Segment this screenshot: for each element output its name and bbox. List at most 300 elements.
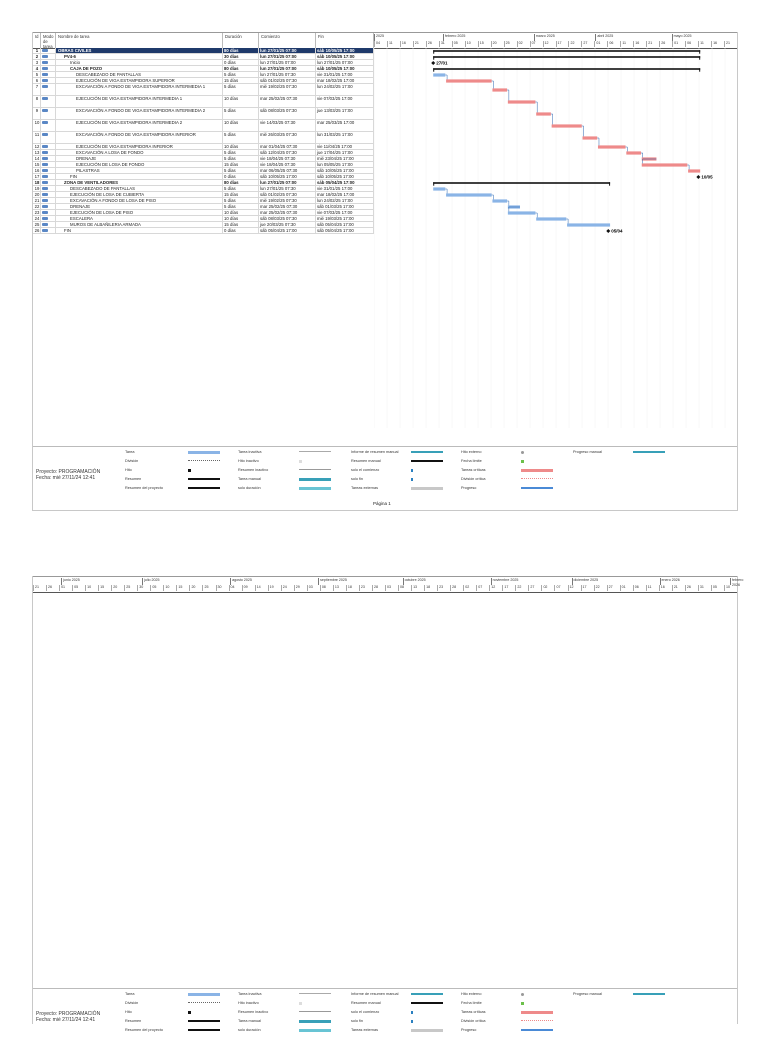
task-id: 3	[33, 60, 41, 66]
dependency-link	[492, 195, 494, 199]
timescale-month: diciembre 2025	[572, 578, 599, 585]
timescale-day: 16	[711, 41, 724, 47]
timescale-2	[33, 577, 744, 592]
task-finish: lun 27/01/25 07:00	[316, 60, 374, 66]
timescale-day: 23	[359, 585, 372, 591]
task-duration: 5 días	[223, 204, 259, 210]
legend-swatch	[188, 469, 191, 472]
dependency-link	[687, 165, 689, 169]
task-bar[interactable]	[446, 193, 492, 196]
timescale-day: 18	[346, 585, 359, 591]
legend-swatch	[411, 1020, 413, 1023]
task-id: 11	[33, 132, 41, 144]
task-bar[interactable]	[492, 88, 507, 91]
timescale-day: 26	[46, 585, 59, 591]
task-id: 26	[34, 228, 40, 233]
task-bar[interactable]	[626, 151, 641, 154]
project-date: Fecha: mié 27/11/24 12:41	[36, 475, 96, 481]
task-start: mié 19/02/25 07:30	[259, 198, 316, 204]
task-mode	[41, 96, 56, 108]
task-id: 2	[33, 54, 41, 60]
timescale-day: 25	[504, 41, 517, 47]
legend-label: División	[125, 459, 139, 463]
summary-bar[interactable]	[433, 50, 700, 52]
col-name-header[interactable]: Nombre de tarea	[56, 33, 223, 48]
legend-label: Tarea	[125, 450, 135, 454]
timescale-day: 15	[478, 41, 491, 47]
legend-label: solo fin	[351, 1019, 364, 1023]
timescale-day: 27	[581, 41, 594, 47]
task-finish: lun 05/05/25 17:00	[316, 162, 374, 168]
timescale-day: 09	[242, 585, 255, 591]
task-name: DESCABEZADO DE PANTALLAS	[56, 72, 223, 78]
task-finish: sáb 05/04/25 17:00	[316, 222, 374, 228]
auto-schedule-icon	[42, 55, 48, 58]
task-row[interactable]	[33, 84, 374, 96]
legend-swatch	[521, 487, 553, 489]
task-duration: 10 días	[223, 216, 259, 222]
timescale-day: 25	[124, 585, 137, 591]
dependency-link	[626, 147, 628, 151]
timescale-day: 05	[72, 585, 85, 591]
task-mode	[41, 108, 56, 120]
legend-swatch	[521, 1029, 553, 1031]
task-finish: vie 31/01/25 17:00	[316, 186, 374, 192]
task-finish: sáb 05/04/25 17:00	[316, 180, 374, 186]
timescale-day: 26	[685, 585, 698, 591]
legend-label: Tarea manual	[238, 1019, 262, 1023]
legend-swatch	[299, 993, 331, 997]
timescale-day: 28	[450, 585, 463, 591]
task-finish: mar 18/02/25 17:00	[316, 78, 374, 84]
task-start: sáb 12/04/25 07:30	[259, 150, 316, 156]
timescale-day: 22	[594, 585, 607, 591]
summary-bar[interactable]	[433, 56, 700, 58]
task-name: EJECUCIÓN DE LOSA DE CUBIERTA	[56, 192, 223, 198]
auto-schedule-icon	[42, 205, 48, 208]
timescale-day: 04	[229, 585, 242, 591]
legend-label: Tarea manual	[238, 477, 262, 481]
auto-schedule-icon	[42, 109, 48, 112]
timescale-day: 08	[398, 585, 411, 591]
task-duration: 5 días	[223, 108, 259, 120]
legend-label: Resumen manual	[351, 1001, 381, 1005]
legend-2	[33, 988, 737, 1051]
legend-swatch	[633, 993, 665, 995]
task-duration: 10 días	[223, 210, 259, 216]
auto-schedule-icon	[42, 223, 48, 226]
timescale-day: 21	[413, 41, 426, 47]
col-id-header[interactable]: Id	[33, 33, 41, 48]
project-name: Proyecto: PROGRAMACIÓN	[36, 469, 101, 475]
timescale-day: 03	[385, 585, 398, 591]
timescale-day: 28	[372, 585, 385, 591]
summary-cap[interactable]	[699, 68, 700, 72]
task-bar[interactable]	[536, 217, 566, 220]
task-duration: 15 días	[223, 192, 259, 198]
timescale-1	[374, 33, 737, 48]
legend-label: solo duración	[238, 486, 261, 490]
task-bar[interactable]	[583, 136, 598, 139]
task-id: 22	[34, 204, 40, 209]
gantt-chart	[374, 48, 737, 428]
task-start: mié 19/02/25 07:30	[259, 84, 316, 96]
timescale-day: 25	[202, 585, 215, 591]
milestone-marker[interactable]	[606, 229, 610, 233]
timescale-day: 04	[374, 41, 387, 47]
timescale-day: 10	[724, 585, 737, 591]
timescale-day: 27	[607, 585, 620, 591]
task-id: 8	[33, 96, 41, 108]
timescale-day: 26	[659, 41, 672, 47]
legend-swatch	[411, 1002, 443, 1004]
auto-schedule-icon	[42, 61, 48, 64]
milestone-marker[interactable]	[696, 175, 700, 179]
milestone-label: 05/04	[611, 228, 623, 234]
timescale-day: 13	[333, 585, 346, 591]
legend-label: Hito externo	[461, 992, 482, 996]
legend-swatch	[521, 1011, 553, 1014]
task-start: lun 27/01/25 07:30	[259, 186, 316, 192]
task-bar[interactable]	[433, 73, 445, 76]
task-name: EJECUCIÓN DE LOSA DE PISO	[56, 210, 223, 216]
task-bar[interactable]	[552, 124, 582, 127]
task-id: 23	[34, 210, 40, 215]
legend-label: Informe de resumen manual	[351, 450, 399, 454]
legend-swatch	[299, 478, 331, 481]
legend-label: solo duración	[238, 1028, 261, 1032]
task-row[interactable]	[33, 132, 374, 144]
task-finish: vie 31/01/25 17:00	[316, 72, 374, 78]
legend-label: solo el comienzo	[351, 468, 380, 472]
legend-label: Tarea	[125, 992, 135, 996]
auto-schedule-icon	[42, 211, 48, 214]
task-start: sáb 05/04/25 17:00	[259, 228, 316, 234]
task-finish: lun 24/02/25 17:00	[316, 198, 374, 204]
timescale-day: 21	[646, 41, 659, 47]
task-finish: sáb 10/05/25 17:00	[316, 48, 374, 54]
auto-schedule-icon	[42, 73, 48, 76]
legend-swatch	[521, 451, 524, 454]
col-finish-header[interactable]: Fin	[316, 33, 374, 48]
legend-swatch	[188, 1029, 220, 1031]
auto-schedule-icon	[42, 133, 48, 136]
timescale-day: 05	[452, 41, 465, 47]
task-duration: 15 días	[223, 162, 259, 168]
task-mode	[41, 228, 56, 234]
task-duration: 30 días	[223, 54, 259, 60]
timescale-month: febrero 2025	[443, 34, 465, 41]
timescale-day: 29	[294, 585, 307, 591]
timescale-day: 01	[59, 585, 72, 591]
timescale-day: 31	[439, 41, 452, 47]
task-id: 25	[34, 222, 40, 227]
timescale-day: 10	[465, 41, 478, 47]
timescale-day: 20	[189, 585, 202, 591]
timescale-day: 07	[476, 585, 489, 591]
gantt-page-1	[32, 32, 738, 511]
task-start: vie 14/03/25 07:30	[259, 120, 316, 132]
summary-cap[interactable]	[699, 56, 700, 60]
task-bar[interactable]	[508, 100, 536, 103]
timescale-day: 08	[320, 585, 333, 591]
task-name: EJECUCIÓN DE VIGA ESTAMPIDORA SUPERIOR	[56, 78, 223, 84]
legend-label: División crítica	[461, 477, 486, 481]
auto-schedule-icon	[42, 121, 48, 124]
task-id: 5	[33, 72, 41, 78]
project-name: Proyecto: PROGRAMACIÓN	[36, 1011, 101, 1017]
auto-schedule-icon	[42, 145, 48, 148]
task-id: 19	[34, 186, 40, 191]
legend-label: Hito	[125, 468, 132, 472]
milestone-label: 27/01	[436, 60, 448, 66]
legend-swatch	[521, 469, 553, 472]
task-row[interactable]	[33, 108, 374, 120]
task-id: 14	[34, 156, 40, 161]
task-start: mar 01/04/25 07:30	[259, 144, 316, 150]
legend-label: Tarea inactiva	[238, 450, 262, 454]
task-id: 13	[34, 150, 40, 155]
legend-swatch	[188, 1002, 220, 1003]
milestone-marker[interactable]	[431, 61, 435, 65]
task-name: ESCALERA	[56, 216, 223, 222]
timescale-day: 07	[554, 585, 567, 591]
timescale-day: 18	[424, 585, 437, 591]
task-finish: lun 24/02/25 17:00	[316, 84, 374, 96]
timescale-day: 03	[307, 585, 320, 591]
timescale-day: 21	[33, 585, 46, 591]
timescale-month: febrero 2026	[731, 578, 744, 587]
legend-label: Hito	[125, 1010, 132, 1014]
legend-label: Tareas externas	[351, 486, 379, 490]
task-name: FIN	[56, 228, 223, 234]
task-name: CAJA DE POZO	[56, 66, 223, 72]
task-id: 7	[33, 84, 41, 96]
task-row[interactable]	[33, 96, 374, 108]
auto-schedule-icon	[42, 193, 48, 196]
timescale-day: 17	[581, 585, 594, 591]
task-id: 9	[33, 108, 41, 120]
auto-schedule-icon	[42, 181, 48, 184]
timescale-month: junio 2025	[61, 578, 80, 585]
table-header	[33, 32, 737, 49]
task-mode	[41, 132, 56, 144]
legend-swatch	[411, 478, 413, 481]
timescale-day: 22	[568, 41, 581, 47]
task-start: sáb 08/03/25 07:30	[259, 108, 316, 120]
col-duration-header[interactable]: Duración	[223, 33, 259, 48]
timescale-day: 31	[698, 585, 711, 591]
timescale-day: 26	[426, 41, 439, 47]
task-id: 1	[33, 48, 41, 54]
legend-label: Fecha límite	[461, 459, 482, 463]
auto-schedule-icon	[42, 67, 48, 70]
dependency-link	[597, 138, 599, 145]
task-finish: sáb 05/04/25 17:00	[316, 228, 374, 234]
task-name: FIN	[56, 174, 223, 180]
task-duration: 5 días	[223, 156, 259, 162]
dependency-link	[445, 189, 447, 193]
legend-label: Resumen	[125, 477, 142, 481]
legend-swatch	[188, 451, 220, 454]
timescale-month: julio 2025	[142, 578, 159, 585]
task-duration: 5 días	[223, 150, 259, 156]
timescale-day: 01	[594, 41, 607, 47]
task-bar[interactable]	[433, 187, 445, 190]
task-bar[interactable]	[688, 169, 700, 172]
auto-schedule-icon	[42, 199, 48, 202]
task-row[interactable]	[33, 228, 374, 234]
summary-cap[interactable]	[433, 50, 434, 54]
task-id: 18	[34, 180, 40, 185]
task-finish: mié 19/03/25 17:00	[316, 216, 374, 222]
legend-label: Progreso manual	[573, 450, 602, 454]
task-duration: 10 días	[223, 96, 259, 108]
task-name: EXCAVACIÓN A FONDO DE VIGA ESTAMPIDORA INFERIOR	[56, 132, 223, 144]
task-name: OBRAS CIVILES	[56, 48, 223, 54]
timescale-day: 23	[437, 585, 450, 591]
task-name: DRENAJE	[56, 156, 223, 162]
summary-cap[interactable]	[433, 68, 434, 72]
timescale-day: 07	[530, 41, 543, 47]
timescale-day: 13	[411, 585, 424, 591]
task-duration: 5 días	[223, 198, 259, 204]
task-duration: 80 días	[223, 180, 259, 186]
task-bar[interactable]	[446, 79, 492, 82]
legend-swatch	[521, 993, 524, 996]
task-duration: 5 días	[223, 132, 259, 144]
task-start: lun 27/01/25 07:00	[259, 60, 316, 66]
task-id: 20	[34, 192, 40, 197]
legend-label: Tareas críticas	[461, 1010, 486, 1014]
task-duration: 5 días	[223, 84, 259, 96]
dependency-link	[551, 114, 553, 124]
task-bar[interactable]	[642, 163, 688, 166]
task-name: ZONA DE VENTILADORES	[56, 180, 223, 186]
col-mode-header[interactable]: Modo de tarea	[41, 33, 56, 48]
timescale-month: octubre 2025	[403, 578, 426, 585]
task-start: lun 27/01/25 07:00	[259, 48, 316, 54]
task-id: 4	[33, 66, 41, 72]
task-bar[interactable]	[492, 199, 507, 202]
task-row[interactable]	[33, 120, 374, 132]
task-id: 15	[34, 162, 40, 167]
timescale-day: 20	[491, 41, 504, 47]
summary-bar[interactable]	[433, 182, 610, 184]
task-start: lun 27/01/25 07:00	[259, 54, 316, 60]
timescale-day: 11	[646, 585, 659, 591]
legend-label: Fecha límite	[461, 1001, 482, 1005]
auto-schedule-icon	[42, 151, 48, 154]
timescale-month: septiembre 2025	[318, 578, 347, 585]
legend-label: Informe de resumen manual	[351, 992, 399, 996]
task-name: EJECUCIÓN DE VIGA ESTAMPIDORA INFERIOR	[56, 144, 223, 150]
legend-swatch	[411, 487, 443, 490]
timescale-day: 12	[543, 41, 556, 47]
task-name: EJECUCIÓN DE LOSA DE FONDO	[56, 162, 223, 168]
summary-bar[interactable]	[433, 68, 700, 70]
task-finish: mar 18/02/25 17:00	[316, 192, 374, 198]
dependency-link	[445, 75, 447, 79]
task-start: mar 25/02/25 07:30	[259, 210, 316, 216]
task-start: lun 27/01/25 07:00	[259, 180, 316, 186]
task-name: EXCAVACIÓN A FONDO DE LOSA DE PISO	[56, 198, 223, 204]
task-name: EXCAVACIÓN A LOSA DE FONDO	[56, 150, 223, 156]
col-start-header[interactable]: Comienzo	[259, 33, 316, 48]
task-id: 16	[34, 168, 40, 173]
legend-swatch	[521, 1002, 524, 1005]
timescale-day: 21	[724, 41, 737, 47]
legend-label: Resumen inactivo	[238, 468, 269, 472]
task-duration: 5 días	[223, 186, 259, 192]
summary-cap[interactable]	[433, 182, 434, 186]
task-finish: lun 31/03/25 17:00	[316, 132, 374, 144]
timescale-day: 01	[620, 585, 633, 591]
legend-swatch	[411, 1029, 443, 1032]
legend-swatch	[299, 1029, 331, 1032]
summary-cap[interactable]	[609, 182, 610, 186]
timescale-day: 19	[268, 585, 281, 591]
timescale-day: 14	[255, 585, 268, 591]
task-start: vie 18/04/25 07:30	[259, 162, 316, 168]
task-duration: 0 días	[223, 60, 259, 66]
auto-schedule-icon	[42, 217, 48, 220]
legend-label: Hito inactivo	[238, 459, 259, 463]
legend-label: División	[125, 1001, 139, 1005]
task-bar[interactable]	[508, 211, 536, 214]
legend	[33, 446, 737, 509]
task-bar[interactable]	[536, 112, 551, 115]
task-finish: sáb 10/05/25 17:00	[316, 54, 374, 60]
timescale-2-header	[33, 576, 744, 593]
task-name: EJECUCIÓN DE VIGA ESTAMPIDORA INTERMEDIA 2	[56, 120, 223, 132]
legend-swatch	[299, 469, 331, 470]
task-finish: vie 07/03/25 17:00	[316, 210, 374, 216]
timescale-day: 16	[633, 41, 646, 47]
task-name: PILASTRAS	[56, 168, 223, 174]
auto-schedule-icon	[42, 175, 48, 178]
timescale-day: 15	[176, 585, 189, 591]
task-mode	[41, 120, 56, 132]
task-bar[interactable]	[567, 223, 610, 226]
timescale-day: 15	[98, 585, 111, 591]
legend-swatch	[411, 1011, 413, 1014]
timescale-month: enero 2026	[660, 578, 680, 585]
summary-cap[interactable]	[699, 50, 700, 54]
task-start: mié 26/03/25 07:30	[259, 132, 316, 144]
task-bar[interactable]	[598, 145, 626, 148]
legend-label: Tareas críticas	[461, 468, 486, 472]
timescale-month: marzo 2025	[534, 34, 555, 41]
timescale-day: 24	[281, 585, 294, 591]
task-finish: mar 25/03/25 17:00	[316, 120, 374, 132]
legend-swatch	[299, 1011, 331, 1012]
dependency-link	[566, 219, 568, 223]
task-id: 6	[33, 78, 41, 84]
summary-cap[interactable]	[433, 56, 434, 60]
legend-label: Resumen del proyecto	[125, 1028, 163, 1032]
legend-label: División crítica	[461, 1019, 486, 1023]
task-id: 21	[34, 198, 40, 203]
auto-schedule-icon	[42, 187, 48, 190]
legend-label: Resumen del proyecto	[125, 486, 163, 490]
auto-schedule-icon	[42, 79, 48, 82]
project-date: Fecha: mié 27/11/24 12:41	[36, 1017, 96, 1023]
auto-schedule-icon	[42, 163, 48, 166]
auto-schedule-icon	[42, 157, 48, 160]
task-start: sáb 08/03/25 07:30	[259, 216, 316, 222]
timescale-month: abril 2025	[595, 34, 613, 41]
